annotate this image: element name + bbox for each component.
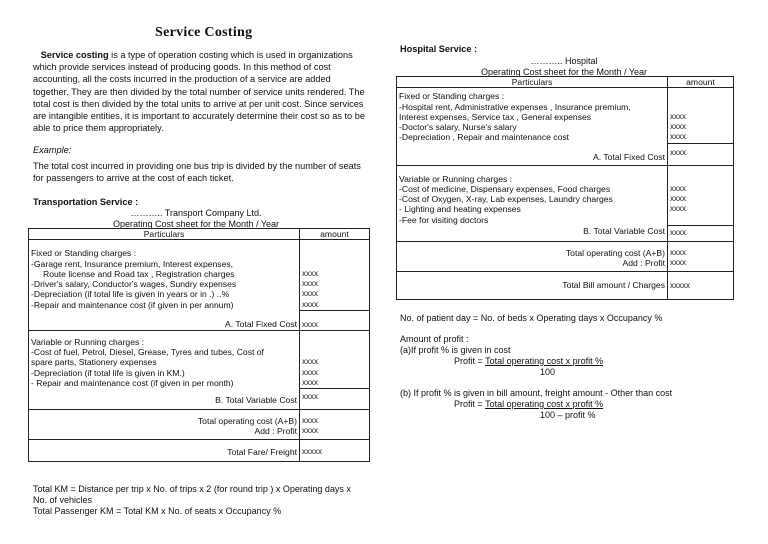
line: -Depreciation , Repair and maintenance cost [399, 132, 570, 143]
profit-numerator: Total operating cost x profit % [485, 356, 604, 366]
hospital-sheet-title: Operating Cost sheet for the Month / Year [480, 67, 648, 77]
line: - Repair and maintenance cost (if given in per month) [31, 378, 234, 389]
profit-denominator: 100 – profit % [540, 410, 596, 420]
transport-total-operating-amounts [300, 410, 370, 440]
transport-total-fixed-amount: xxxx [300, 311, 370, 331]
transport-variable-amounts [300, 330, 370, 388]
amount: xxxx [302, 299, 318, 309]
hospital-total-bill-label: Total Bill amount / Charges [397, 272, 668, 299]
line: -Repair and maintenance cost (if given in per annum) [31, 299, 234, 310]
amount: xxxx [302, 367, 318, 377]
total-km-formula-cont: No. of vehicles [33, 495, 93, 505]
transport-variable-particulars [29, 330, 300, 388]
amount: xxxx [670, 247, 686, 257]
amount: xxxx [670, 132, 686, 142]
hospital-total-fixed-amount: xxxx [668, 143, 734, 165]
hospital-cost-sheet [396, 76, 734, 300]
profit-heading: Amount of profit : [400, 334, 469, 344]
amount [670, 91, 731, 101]
transport-company: ……….. Transport Company Ltd. [130, 208, 262, 218]
transport-total-operating [29, 410, 300, 440]
line: spare parts, Stationery expenses [31, 357, 157, 368]
profit-denominator: 100 [540, 367, 556, 377]
line: Fixed or Standing charges : [399, 91, 505, 102]
intro-paragraph [33, 49, 366, 134]
col-particulars: Particulars [29, 229, 300, 240]
transport-total-variable-label: B. Total Variable Cost [29, 389, 300, 410]
transport-fixed-particulars [29, 240, 300, 311]
line: -Cost of fuel, Petrol, Diesel, Grease, Tyres and tubes, Cost of [31, 347, 264, 358]
amount [302, 248, 367, 258]
transport-footer [33, 484, 373, 517]
total-operating-label: Total operating cost (A+B) [197, 416, 297, 427]
amount: xxxx [302, 426, 318, 436]
hospital-variable-amounts [668, 165, 734, 225]
intro-text: is a type of operation costing which is used in organizations which provide services instead of producing goods. In this method of cost accounting, all the costs incurred in the production of a service are added together. They are then divided by the total number of service units rendered. The total cost is then divided by the total units to arrive at per unit cost. Since services are intangible entities, it is important to accurately determine their cost so as to be able to price them appropriately. [33, 50, 365, 134]
hospital-total-fixed-label: A. Total Fixed Cost [397, 143, 668, 165]
amount [670, 102, 731, 112]
amount: xxxx [670, 111, 686, 121]
col-particulars: Particulars [397, 77, 668, 88]
line: -Doctor's salary, Nurse's salary [399, 122, 517, 133]
amount: xxxx [302, 357, 318, 367]
hospital-name: ……….. Hospital [530, 56, 598, 66]
line: -Driver's salary, Conductor's wages, Sundry expenses [31, 279, 237, 290]
page-title: Service Costing [155, 25, 253, 40]
transport-total-fare-label: Total Fare/ Freight [29, 439, 300, 461]
line: -Garage rent, Insurance premium, Interest expenses, [31, 258, 234, 269]
amount [670, 174, 731, 184]
amount: xxxx [670, 204, 686, 214]
col-amount: amount [668, 77, 734, 88]
profit-case-a-formula [400, 356, 740, 367]
amount: xxxx [302, 279, 318, 289]
line: Interest expenses, Service tax , General expenses [399, 111, 592, 122]
total-operating-label: Total operating cost (A+B) [565, 247, 665, 258]
line: - Lighting and heating expenses [399, 204, 521, 215]
patient-day-formula: No. of patient day = No. of beds x Operating days x Occupancy % [400, 313, 663, 323]
amount [302, 259, 367, 269]
transport-heading: Transportation Service : [33, 197, 139, 207]
line: -Depreciation (if total life is given in KM.) [31, 367, 185, 378]
line: Variable or Running charges : [31, 336, 145, 347]
hospital-total-operating [397, 241, 668, 272]
hospital-total-operating-amounts [668, 241, 734, 272]
hospital-fixed-particulars [397, 88, 668, 143]
hospital-fixed-amounts [668, 88, 734, 143]
intro-bold-term: Service costing [40, 50, 109, 60]
profit-lhs: Profit = [454, 399, 486, 409]
example-label: Example: [33, 145, 72, 155]
hospital-heading: Hospital Service : [400, 44, 478, 54]
amount [302, 337, 367, 347]
amount: xxxx [670, 122, 686, 132]
add-profit-label: Add : Profit [622, 258, 665, 269]
profit-numerator: Total operating cost x profit % [485, 399, 604, 409]
transport-total-fixed-label: A. Total Fixed Cost [29, 311, 300, 331]
transport-total-fare-amount: xxxxx [300, 439, 370, 461]
line: -Cost of medicine, Dispensary expenses, Food charges [399, 183, 611, 194]
amount [302, 347, 367, 357]
line: Fixed or Standing charges : [31, 248, 137, 259]
line: -Cost of Oxygen, X-ray, Lab expenses, Laundry charges [399, 194, 613, 205]
line: Variable or Running charges : [399, 173, 513, 184]
hospital-total-bill-amount: xxxxx [668, 272, 734, 299]
transport-cost-sheet [28, 228, 370, 462]
hospital-total-variable-label: B. Total Variable Cost [397, 226, 668, 242]
hospital-total-variable-amount: xxxx [668, 226, 734, 242]
profit-lhs: Profit = [454, 356, 486, 366]
profit-case-a: (a)If profit % is given in cost [400, 345, 511, 355]
line: Route license and Road tax , Registration charges [43, 268, 235, 279]
total-km-formula: Total KM = Distance per trip x No. of trips x 2 (for round trip ) x Operating days x [33, 484, 351, 494]
transport-total-variable-amount: xxxx [300, 389, 370, 410]
profit-section [400, 334, 740, 421]
add-profit-label: Add : Profit [254, 426, 297, 437]
line: -Depreciation (if total life is given in years or in .) ..% [31, 289, 230, 300]
transport-fixed-amounts [300, 240, 370, 311]
col-amount: amount [300, 229, 370, 240]
line: -Fee for visiting doctors [399, 214, 489, 225]
transport-sheet-title: Operating Cost sheet for the Month / Year [112, 219, 280, 229]
amount [670, 215, 731, 225]
amount: xxxx [302, 268, 318, 278]
amount: xxxx [670, 183, 686, 193]
passenger-km-formula: Total Passenger KM = Total KM x No. of seats x Occupancy % [33, 506, 282, 516]
amount: xxxx [670, 194, 686, 204]
amount: xxxx [302, 378, 318, 388]
amount: xxxx [302, 289, 318, 299]
example-text: The total cost incurred in providing one bus trip is divided by the number of seats for passengers to arrive at the cost of each ticket. [33, 161, 361, 183]
hospital-variable-particulars [397, 165, 668, 225]
amount: xxxx [302, 416, 318, 426]
profit-case-b: (b) If profit % is given in bill amount, freight amount - Other than cost [400, 388, 673, 398]
amount: xxxx [670, 258, 686, 268]
line: -Hospital rent, Administrative expenses , Insurance premium, [399, 101, 631, 112]
profit-case-b-formula [400, 399, 740, 410]
